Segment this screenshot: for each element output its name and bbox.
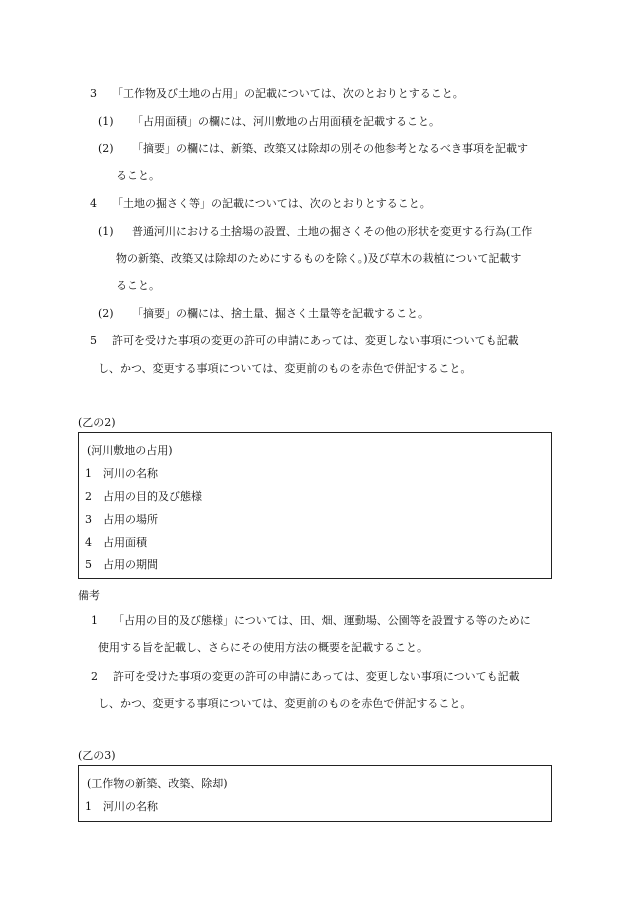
note-text: 許可を受けた事項の変更の許可の申請にあっては、変更しない事項についても記載 (112, 334, 519, 347)
remark-text: 許可を受けた事項の変更の許可の申請にあっては、変更しない事項についても記載 (113, 670, 520, 683)
note-5-cont (98, 362, 471, 376)
note-4-1 (98, 225, 532, 239)
note-4-1-cont (116, 252, 521, 266)
section-2-item (85, 467, 158, 481)
note-number: (2) (98, 307, 114, 320)
note-3-1 (98, 115, 440, 129)
remark-number: 2 (91, 670, 98, 683)
note-number: (2) (98, 142, 114, 155)
note-text: 「摘要」の欄には、新築、改築又は除却の別その他参考となるべき事項を記載す (132, 142, 528, 155)
section-3-box-title: (工作物の新築、改築、除却) (87, 777, 228, 790)
remark-1 (91, 614, 531, 628)
item-text: 占用の場所 (103, 513, 158, 526)
item-text: 占用の期間 (103, 558, 158, 571)
remark-2-cont (98, 697, 471, 711)
item-text: 占用面積 (103, 536, 147, 549)
section-3-box (78, 765, 552, 822)
note-number: 4 (90, 197, 97, 210)
note-text: し、かつ、変更する事項については、変更前のものを赤色で併記すること。 (98, 362, 472, 375)
item-number: 2 (85, 490, 92, 503)
section-2-label: (乙の2) (78, 416, 116, 429)
note-text: 物の新築、改築又は除却のためにするものを除く。)及び草木の栽植について記載す (116, 252, 522, 265)
note-number: 3 (90, 87, 97, 100)
note-3-2-cont (116, 169, 160, 183)
note-text: 「土地の掘さく等」の記載については、次のとおりとすること。 (112, 197, 431, 210)
section-3-item (85, 800, 158, 814)
note-text: 普通河川における土捨場の設置、土地の掘さくその他の形状を変更する行為(工作 (132, 225, 533, 238)
item-text: 河川の名称 (103, 800, 158, 813)
section-2-box (78, 432, 552, 579)
note-number: 5 (90, 334, 97, 347)
section-2-item (85, 490, 202, 504)
item-text: 占用の目的及び態様 (103, 490, 202, 503)
remark-text: 「占用の目的及び態様」については、田、畑、運動場、公園等を設置する等のために (113, 614, 531, 627)
remark-number: 1 (91, 614, 98, 627)
note-4 (90, 197, 431, 211)
remark-2 (91, 670, 520, 684)
remark-1-cont (98, 641, 428, 655)
note-5 (90, 334, 519, 348)
item-text: 河川の名称 (103, 467, 158, 480)
note-number: (1) (98, 115, 114, 128)
item-number: 1 (85, 800, 92, 813)
note-text: ること。 (116, 169, 160, 182)
section-2-box-title: (河川敷地の占用) (87, 444, 173, 457)
section-3-label: (乙の3) (78, 749, 116, 762)
note-3-2 (98, 142, 528, 156)
section-2-item (85, 513, 158, 527)
section-2-item (85, 536, 147, 550)
item-number: 4 (85, 536, 92, 549)
note-text: 「占用面積」の欄には、河川敷地の占用面積を記載すること。 (132, 115, 440, 128)
note-number: (1) (98, 225, 114, 238)
note-text: 「摘要」の欄には、捨土量、掘さく土量等を記載すること。 (132, 307, 429, 320)
note-text: 「工作物及び土地の占用」の記載については、次のとおりとすること。 (112, 87, 464, 100)
note-3 (90, 87, 464, 101)
note-4-1-cont2 (116, 279, 160, 293)
remarks-heading: 備考 (78, 589, 100, 602)
section-2-item (85, 558, 158, 572)
item-number: 5 (85, 558, 92, 571)
note-text: ること。 (116, 279, 160, 292)
remark-text: し、かつ、変更する事項については、変更前のものを赤色で併記すること。 (98, 697, 472, 710)
item-number: 1 (85, 467, 92, 480)
note-4-2 (98, 307, 429, 321)
item-number: 3 (85, 513, 92, 526)
remark-text: 使用する旨を記載し、さらにその使用方法の概要を記載すること。 (98, 641, 428, 654)
